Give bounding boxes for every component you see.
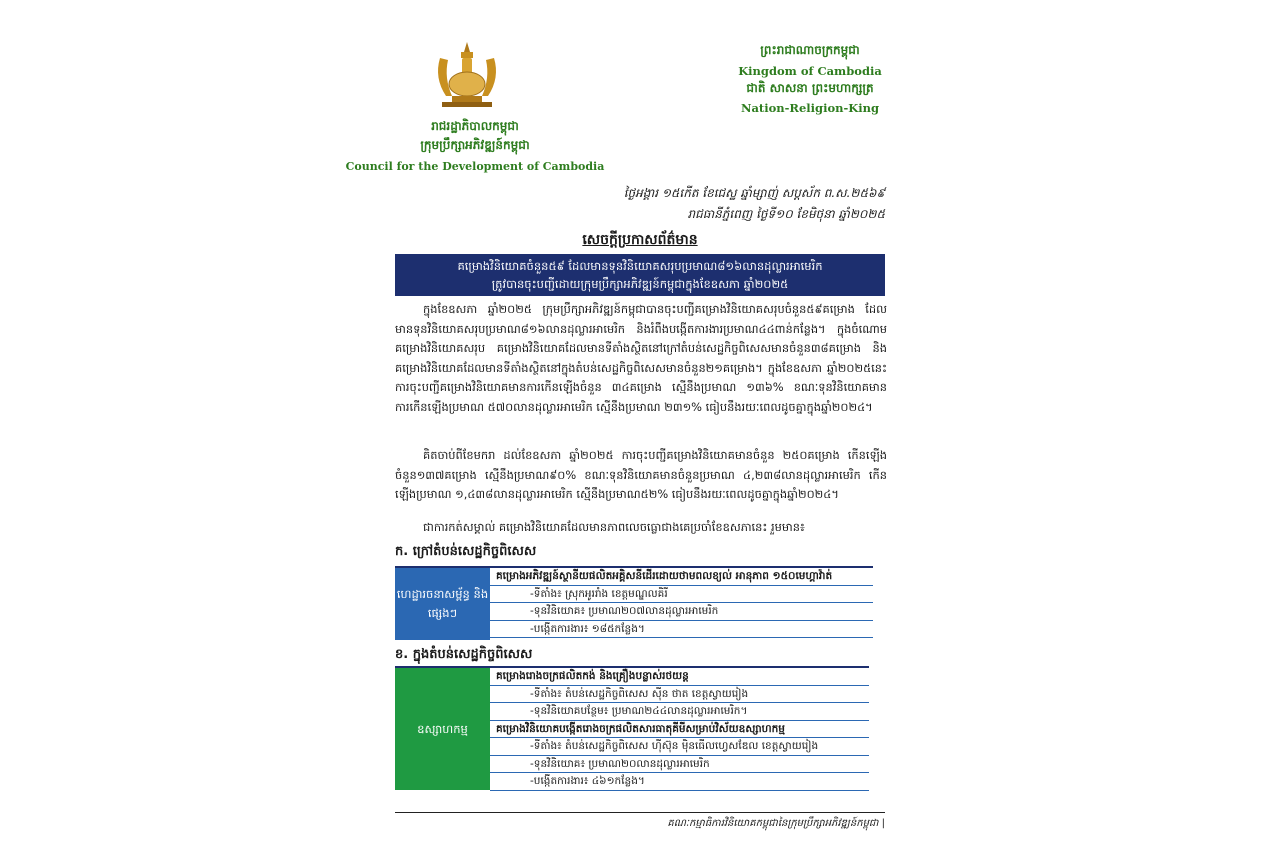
footer-divider [395,812,885,813]
project-detail: -ទីតាំង៖ ស្រុកអូររាំង ខេត្តមណ្ឌលគិរី [490,586,873,604]
project-detail: -ទុនវិនិយោគ៖ ប្រមាណ២០៧លានដុល្លារអាមេរិក [490,603,873,621]
section-b-heading: ខ. ក្នុងតំបន់សេដ្ឋកិច្ចពិសេស [395,647,533,662]
project-title: គម្រោងអភិវឌ្ឍន៍ស្ថានីយផលិតអគ្គិសនីដើរដោយថាមពលខ្យល់ អានុភាព ១៥០មេហ្គាវ៉ាត់ [490,568,873,586]
motto-khmer: ជាតិ សាសនា ព្រះមហាក្សត្រ [746,81,874,95]
project-detail: -បង្កើតការងារ៖ ៤៦១កន្លែង។ [490,773,869,791]
project-detail: -ទុនវិនិយោគ៖ ប្រមាណ២០លានដុល្លារអាមេរិក [490,756,869,774]
project-detail: -ទីតាំង៖ តំបន់សេដ្ឋកិច្ចពិសេស ហ៊ីស៊ុន ម៉ិនធើលហ្វេសឌែល ខេត្តស្វាយរៀង [490,738,869,756]
section-b-table [395,666,869,790]
sector-label: ឧស្សាហកម្ម [417,721,468,736]
paragraph-notable-intro: ជាការកត់សម្គាល់ គម្រោងវិនិយោគដែលមានភាពលេចធ្លោជាងគេប្រចាំខែឧសភានេះ រួមមាន៖ [423,520,805,534]
sector-cell-infrastructure [395,568,490,640]
royal-emblem-icon [428,38,506,110]
headline-banner [395,254,885,296]
kingdom-name-khmer: ព្រះរាជាណាចក្រកម្ពុជា [760,43,860,57]
sector-cell-industry [395,668,490,790]
motto-english: Nation-Religion-King [740,101,880,115]
council-name-english: Council for the Development of Cambodia [345,160,605,173]
project-detail: -ទីតាំង៖ តំបន់សេដ្ឋកិច្ចពិសេស ស៊ីន ថាត ខេត្តស្វាយរៀង [490,686,869,704]
solar-date: រាជធានីភ្នំពេញ ថ្ងៃទី១០ ខែមិថុនា ឆ្នាំ២០២៥ [687,207,885,221]
document-title: សេចក្តីប្រកាសព័ត៌មាន [582,232,698,248]
project-title: គម្រោងវិនិយោគបង្កើតរោងចក្រផលិតសារធាតុគីមីសម្រាប់វិស័យឧស្សាហកម្ម [490,721,869,739]
section-a-table [395,566,873,640]
council-name-khmer: ក្រុមប្រឹក្សាអភិវឌ្ឍន៍កម្ពុជា [420,138,530,152]
footer-source: គណៈកម្មាធិការវិនិយោគកម្ពុជានៃក្រុមប្រឹក្សាអភិវឌ្ឍន៍កម្ពុជា | [667,818,885,829]
project-detail: -បង្កើតការងារ៖ ១៨៥កន្លែង។ [490,621,873,639]
lunar-date: ថ្ងៃអង្គារ ១៥កើត ខែជេស្ឋ ឆ្នាំម្សាញ់ សប្តស័ក ព.ស.២៥៦៩ [623,186,885,200]
sector-label: ហេដ្ឋារចនាសម្ព័ន្ធ និងផ្សេងៗ [396,587,489,620]
project-rows [490,668,869,791]
paragraph-ytd-summary: គិតចាប់ពីខែមករា ដល់ខែឧសភា ឆ្នាំ២០២៥ ការចុះបញ្ជីគម្រោងវិនិយោគមានចំនួន ២៥០គម្រោង កើនឡើងចំនួន១៣៧គម្រោង ស្មើនឹងប្រមាណ៩០% ខណៈទុនវិនិយោគមានចំនួនប្រមាណ ៤,២៣៨លានដុល្លារអាមេរិក កើនឡើងប្រមាណ ១,៤៣៨លានដុល្លារអាមេរិក ស្មើនឹងប្រមាណ៥២% ធៀបនឹងរយៈពេលដូចគ្នាក្នុងឆ្នាំ២០២៤។ [395,448,887,501]
government-name: រាជរដ្ឋាភិបាលកម្ពុជា [431,119,519,133]
banner-line-1: គម្រោងវិនិយោគចំនួន៥៩ ដែលមានទុនវិនិយោគសរុបប្រមាណ៨១៦លានដុល្លារអាមេរិក [457,259,823,273]
project-detail: -ទុនវិនិយោគបន្ថែម៖ ប្រមាណ២៤៤លានដុល្លារអាមេរិក។ [490,703,869,721]
project-title: គម្រោងរោងចក្រផលិតកង់ និងគ្រឿងបន្លាស់រថយន្ត [490,668,869,686]
kingdom-name-english: Kingdom of Cambodia [738,64,882,78]
project-rows [490,568,873,638]
section-a-heading: ក. ក្រៅតំបន់សេដ្ឋកិច្ចពិសេស [395,544,537,559]
paragraph-may-summary: ក្នុងខែឧសភា ឆ្នាំ២០២៥ ក្រុមប្រឹក្សាអភិវឌ្ឍន៍កម្ពុជាបានចុះបញ្ជីគម្រោងវិនិយោគសរុបចំនួន៥៩គម្រោង ដែលមានទុនវិនិយោគសរុបប្រមាណ៨១៦លានដុល្លារអាមេរិក និងរំពឹងបង្កើតការងារប្រមាណ៤៤ពាន់កន្លែង។ ក្នុងចំណោមគម្រោងវិនិយោគសរុប គម្រោងវិនិយោគដែលមានទីតាំងស្ថិតនៅក្រៅតំបន់សេដ្ឋកិច្ចពិសេសមានចំនួន៣៨គម្រោង និងគម្រោងវិនិយោគដែលមានទីតាំងស្ថិតនៅក្នុងតំបន់សេដ្ឋកិច្ចពិសេសមានចំនួន២១គម្រោង។ ក្នុងខែឧសភា ឆ្នាំ២០២៥នេះ ការចុះបញ្ជីគម្រោងវិនិយោគមានការកើនឡើងចំនួន ៣៤គម្រោង ស្មើនឹងប្រមាណ ១៣៦% ខណៈទុនវិនិយោគមានការកើនឡើងប្រមាណ ៥៧០លានដុល្លារអាមេរិក ស្មើនឹងប្រមាណ ២៣១% ធៀបនឹងរយៈពេលដូចគ្នាក្នុងឆ្នាំ២០២៤។ [395,302,887,414]
banner-line-2: ត្រូវបានចុះបញ្ជីដោយក្រុមប្រឹក្សាអភិវឌ្ឍន៍កម្ពុជាក្នុងខែឧសភា ឆ្នាំ២០២៥ [491,277,789,291]
